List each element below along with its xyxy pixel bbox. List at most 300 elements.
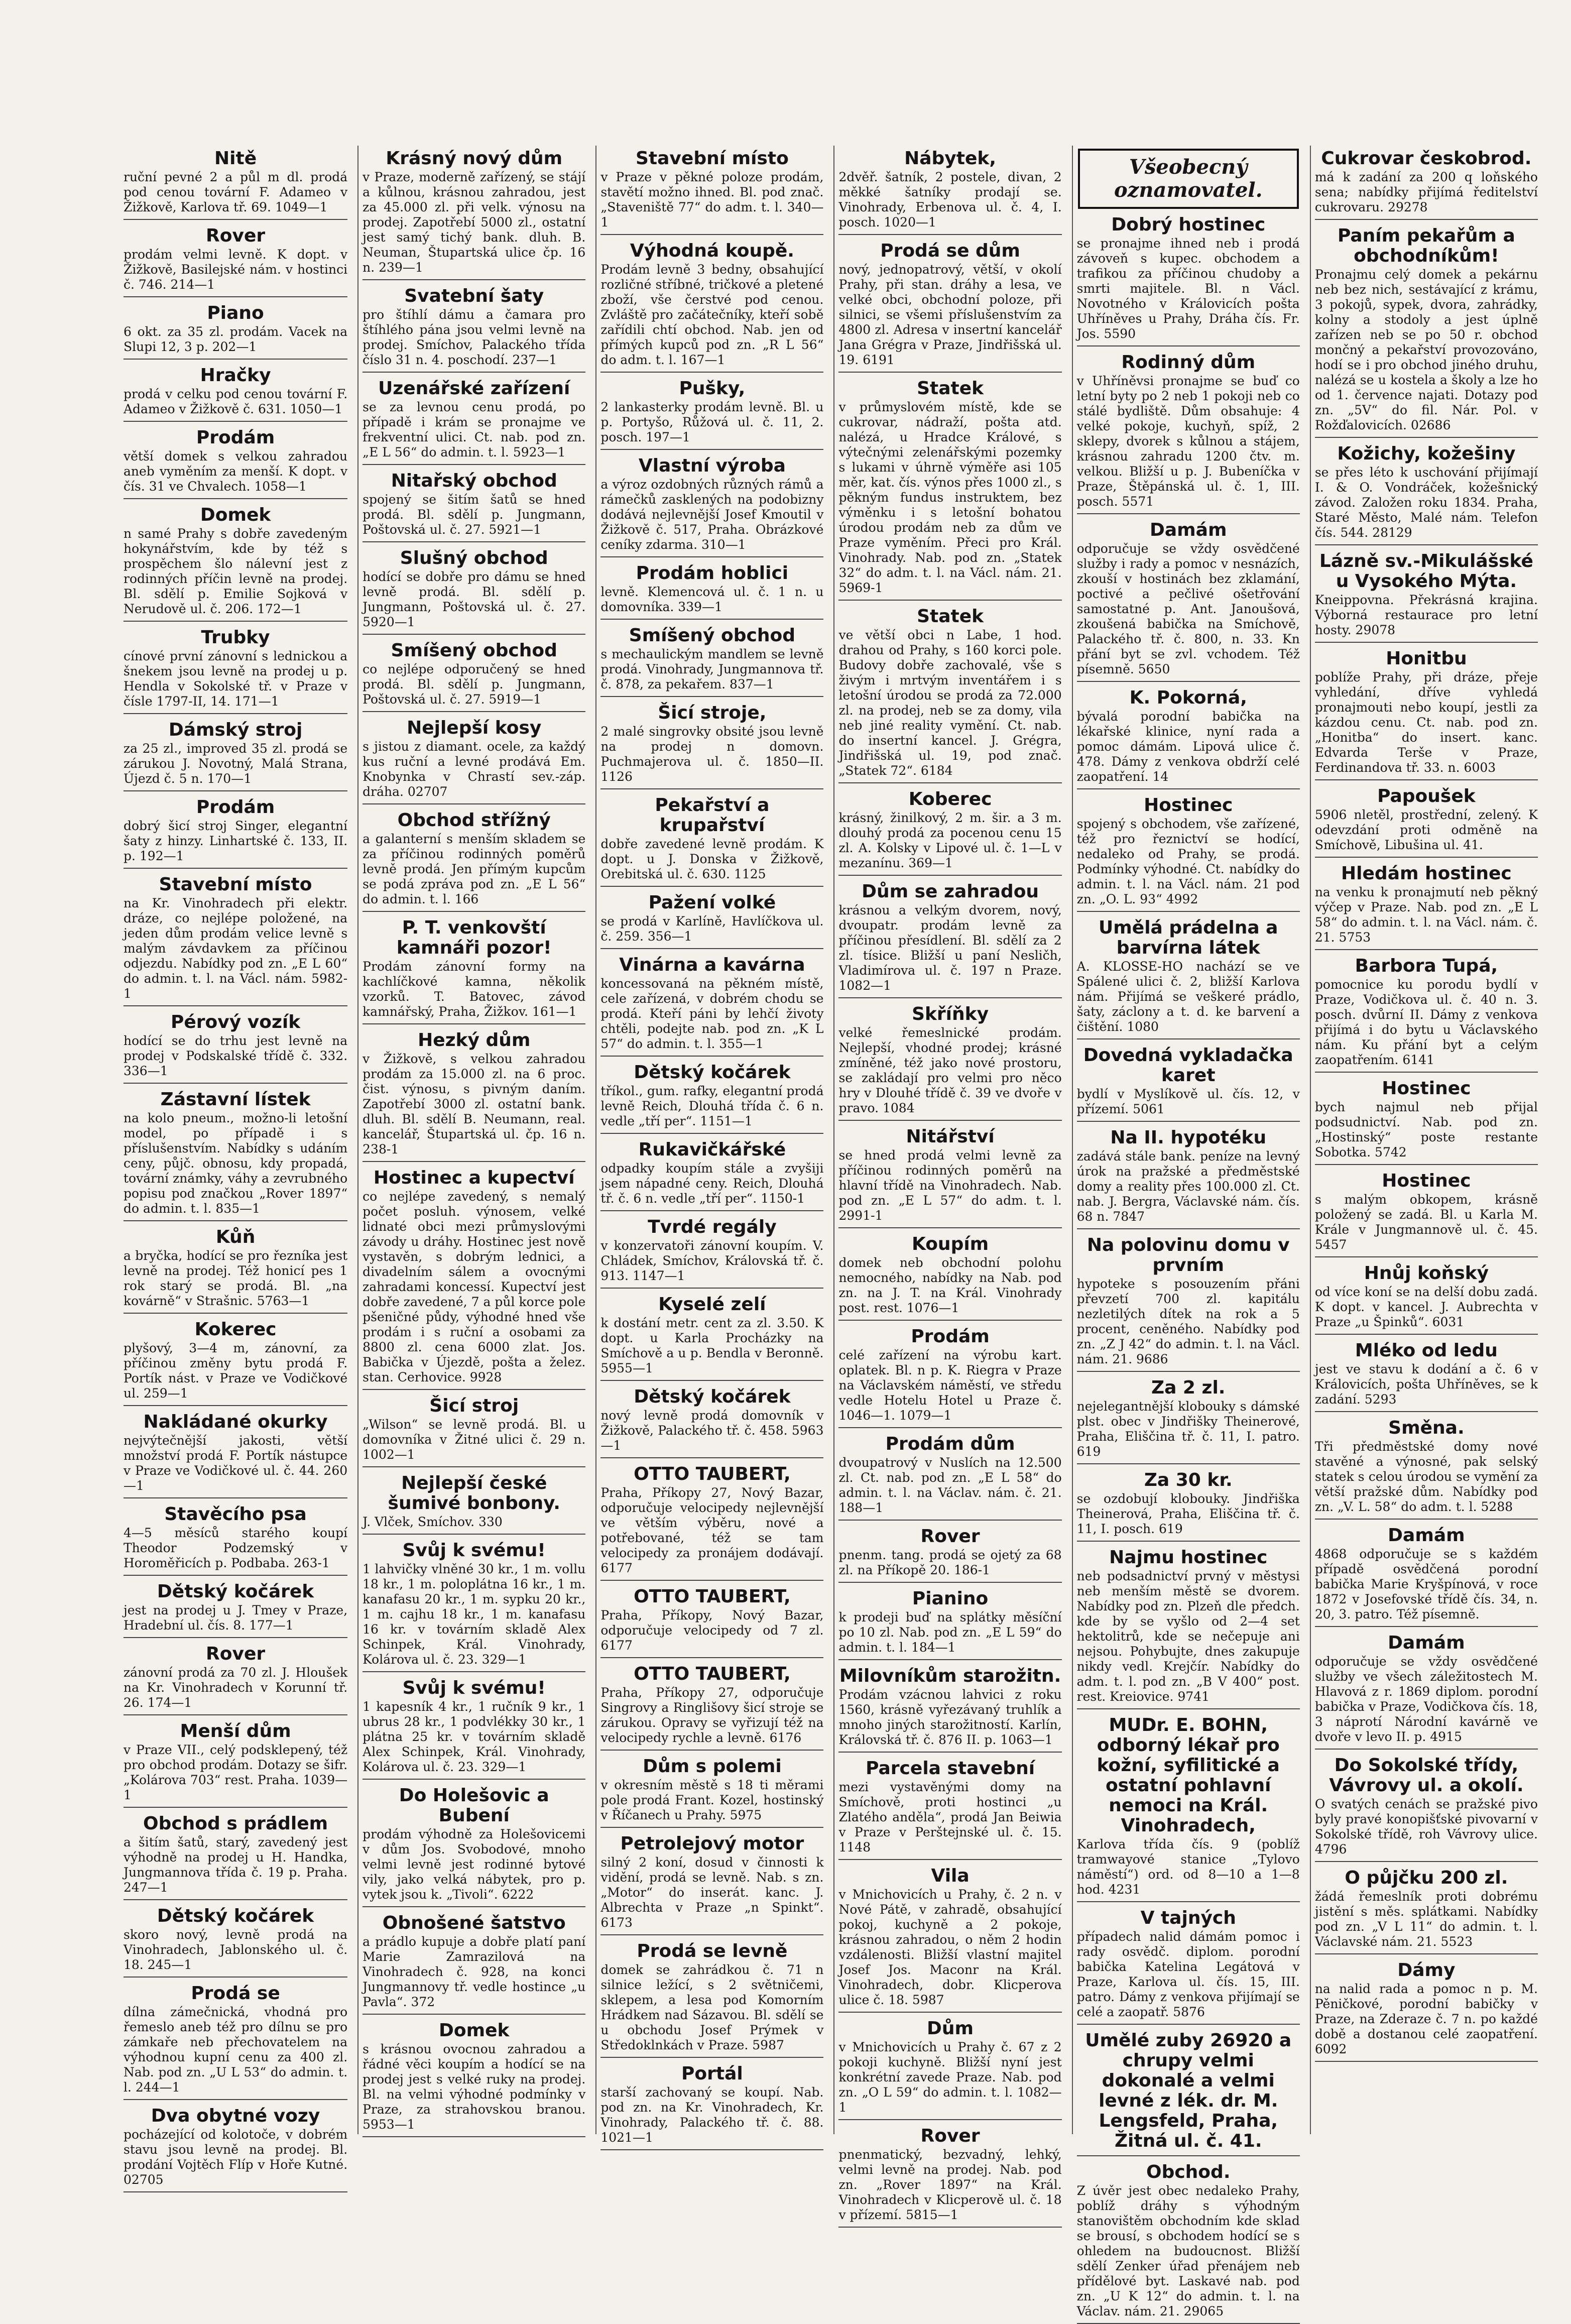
ad-divider (1077, 2024, 1300, 2025)
ad-heading: Hezký dům (418, 1030, 531, 1051)
ad-divider (1077, 1708, 1300, 1709)
classified-ad (124, 505, 347, 622)
ad-text: jest na prodej u J. Tmey v Praze, Hradební ul. čís. 8. 177—1 (124, 1603, 348, 1633)
ad-divider (362, 711, 585, 712)
ad-heading: Stavební místo (159, 874, 312, 895)
ad-text: J. Vlček, Smíchov. 330 (362, 1515, 503, 1529)
ad-divider (838, 1659, 1061, 1660)
ad-divider (362, 803, 585, 804)
ad-heading: Damám (1149, 520, 1227, 540)
ad-heading: Krásný nový dům (386, 148, 563, 169)
ad-text: prodám velmi levně. K dopt. v Žižkově, Basilejské nám. v hostinci č. 746. 214—1 (124, 247, 348, 292)
ad-heading: Svatební šaty (404, 286, 544, 306)
ad-divider (1315, 857, 1538, 858)
ad-divider (124, 498, 347, 499)
ad-text: s malým obkopem, krásně položený se zadá. Bl. u Karla M. Krále v Jungmannově ul. č. 45. 5457 (1314, 1192, 1538, 1252)
ad-text: se ozdobují klobouky. Jindřiška Theinerová, Praha, Eliščina tř. č. 11, I. posch. 619 (1076, 1491, 1300, 1536)
ad-text: O svatých cenách se pražské pivo byly pravé konopišťské pivovarní v Sokolské třídě, roh Vávrovy ulice. 4796 (1314, 1797, 1538, 1856)
ad-divider (124, 1497, 347, 1498)
ad-text: na Kr. Vinohradech při elektr. dráze, co nejlépe položené, na jeden dům prodám velice levně s malým závdavkem za příčinou odjezdu. Nabídky pod zn. „E L 60“ do admin. t. l. na Václ. nám. 5982-1 (124, 896, 348, 1001)
ad-text: bývalá porodní babička na lékařské klinice, nyní rada a pomoc dámám. Lipová ulice č. 478. Dámy z venkova obdrží celé zaopatření. 14 (1076, 709, 1300, 784)
ad-heading: Dům s polemi (643, 1756, 782, 1777)
ad-heading: Honitbu (1386, 648, 1467, 669)
ad-text: mezi vystavěnými domy na Smíchově, proti hostinci „u Zlatého anděla“, prodá Jan Beiwia v Praze v Perštejnské ul. č. 15. 1148 (838, 1780, 1062, 1854)
ad-heading: Nitařský obchod (391, 471, 557, 491)
classified-ad (600, 1217, 823, 1289)
classified-ad (600, 703, 823, 789)
ad-heading: Svůj k svému! (402, 1540, 546, 1561)
ad-text: prodám výhodně za Holešovicemi v dům Jos. Svobodové, mnoho velmi levně jest rodinné bytové vily, jako velká nábytek, pro p. vytek jsou k. „Tivoli“. 6222 (362, 1827, 586, 1902)
classified-ad (362, 918, 585, 1024)
ad-heading: Do Holešovic a Bubení (399, 1785, 549, 1826)
ad-text: se za levnou cenu prodá, po případě i krám se pronajme ve frekventní ulici. Ct. nab. pod zn. „E L 56“ do admin. t. l. 5923—1 (362, 400, 586, 459)
ad-text: co nejlépe odporučený se hned prodá. Bl. sdělí p. Jungmann, Poštovská ul. č. 27. 5919—1 (362, 662, 586, 707)
ad-divider (838, 1520, 1061, 1521)
ad-heading: Zástavní lístek (160, 1089, 311, 1110)
classified-ad (1077, 215, 1300, 346)
ad-text: Praha, Příkopy 27, odporučuje Singrovy a Ringlišovy šicí stroje se zárukou. Opravy se vyřizují též na velocipedy rychle a levně. 6176 (600, 1685, 824, 1745)
ad-heading: Hostinec (1144, 795, 1233, 816)
classified-ad (838, 241, 1061, 373)
ad-text: pocházející od kolotoče, v dobrém stavu jsou levně na prodej. Bl. prodání Vojtěch Flíp v Hoře Kutné. 02705 (124, 2127, 348, 2187)
ad-divider (600, 2149, 823, 2150)
classified-ad (600, 955, 823, 1057)
classified-ad (1315, 1960, 1538, 2062)
ad-heading: Smíšený obchod (391, 640, 557, 661)
classified-ad (600, 626, 823, 697)
ad-text: se přes léto k uschování přijímají I. & O. Vondráček, kožešnický závod. Založen roku 1834. Praha, Staré Město, Malé nám. Telefon čís. 544. 28129 (1314, 465, 1538, 540)
ad-text: 2 lankasterky prodám levně. Bl. u p. Portyšo, Růžová ul. č. 11, 2. posch. 197—1 (600, 400, 824, 444)
classified-ad (362, 810, 585, 912)
ad-divider (362, 1466, 585, 1467)
ad-divider (1315, 1861, 1538, 1862)
ad-divider (600, 372, 823, 373)
ad-divider (124, 1313, 347, 1314)
ad-divider (838, 372, 1061, 373)
classified-ad (600, 1295, 823, 1381)
ad-divider (362, 1161, 585, 1162)
ad-text: hodící se do trhu jest levně na prodej v Podskalské třídě č. 332. 336—1 (124, 1033, 348, 1078)
classified-ad (1077, 795, 1300, 912)
ad-text: 4868 odporučuje se s každém případě osvědčená porodní babička Marie Kryšpínová, v roce 1872 v Josefovské třídě čís. 34, n. 20, 3. patro. Též písemně. (1314, 1547, 1538, 1621)
ad-heading: Dámy (1397, 1960, 1456, 1981)
ad-heading: Obchod. (1146, 2162, 1231, 2182)
ad-divider (600, 886, 823, 887)
ad-heading: V tajných (1140, 1908, 1236, 1928)
ad-text: k dostání metr. cent za zl. 3.50. K dopt. u Karla Procházky na Smíchově a u p. Bendla v Beronně. 5955—1 (600, 1316, 824, 1375)
classified-ad (124, 797, 347, 869)
ad-divider (1077, 788, 1300, 789)
classified-ad (362, 1168, 585, 1390)
classified-ad (600, 1140, 823, 1211)
classified-ad (600, 241, 823, 373)
classified-ad (124, 226, 347, 297)
classified-ad (124, 2106, 347, 2192)
ad-divider (838, 1320, 1061, 1321)
ad-text: skoro nový, levně prodá na Vinohradech, Jablonského ul. č. 18. 245—1 (124, 1927, 348, 1972)
ad-divider (362, 279, 585, 280)
ad-divider (1077, 1541, 1300, 1542)
ad-heading: Hostinec a kupectví (373, 1168, 575, 1188)
ad-heading: Mléko od ledu (1355, 1340, 1498, 1361)
classified-ad (838, 1004, 1061, 1121)
ad-text: poblíže Prahy, při dráze, přeje vyhledání, dříve vyhledá pronajmouti nebo koupí, jestli za kázdou cenu. Ct. nab. pod zn. „Honitba“ do insert. kanc. Edvarda Terše v Praze, Ferdinandova tř. 33. n. 6003 (1314, 670, 1538, 775)
ad-heading: Prodá se (191, 1983, 280, 2004)
ad-heading: Vinárna a kavárna (619, 955, 805, 975)
ad-divider (1077, 1371, 1300, 1372)
ad-text: tříkol., gum. rafky, elegantní prodá levně Reich, Dlouhá třída č. 6 n. vedle „tří per“. 1151—1 (600, 1084, 824, 1128)
ad-divider (362, 1779, 585, 1780)
classified-ad (124, 1227, 347, 1314)
ad-text: zánovní prodá za 70 zl. J. Hloušek na Kr. Vinohradech v Korunní tř. 26. 174—1 (124, 1665, 348, 1710)
ad-divider (1077, 911, 1300, 912)
ad-text: v Praze, moderně zařízený, se stájí a kůlnou, krásnou zahradou, jest za 45.000 zl. při velk. výnosu na prodej. Zapotřebí 5000 zl., ostatní jest samý tichý bank. dluh. B. Neuman, Štupartská ulice čp. 16 n. 239—1 (362, 170, 586, 275)
ad-text: dvoupatrový v Nuslích na 12.500 zl. Ct. nab. pod zn. „E L 58“ do admin. t. l. na Václav. nám. č. 21. 188—1 (838, 1455, 1062, 1515)
ad-divider (124, 713, 347, 714)
ad-text: 5906 nletěl, prostřední, zelený. K odevzdání proti odměně na Smíchově, Libušina ul. 41. (1314, 807, 1538, 852)
ad-text: starší zachovaný se koupí. Nab. pod zn. na Kr. Vinohradech, Kr. Vinohrady, Palackého tř. č. 88. 1021—1 (600, 2085, 824, 2145)
ad-text: pro štíhlí dámu a čamara pro štíhlého pána jsou velmi levně na prodej. Smíchov, Palackého třída číslo 31 n. 4. poschodí. 237—1 (362, 307, 586, 367)
ad-heading: Dům se zahradou (862, 881, 1039, 902)
ad-divider (600, 1133, 823, 1134)
ad-text: 1 kapesník 4 kr., 1 ručník 9 kr., 1 ubrus 28 kr., 1 podvlékky 30 kr., 1 plátna 25 kr. v továrním skladě Alex Schinpek, Král. Vinohrady, Kolárova ul. č. 23. 329—1 (362, 1699, 586, 1774)
ad-heading: Kožichy, kožešiny (1337, 443, 1516, 464)
ad-divider (838, 782, 1061, 783)
ad-divider (124, 1637, 347, 1638)
ad-divider (838, 600, 1061, 601)
ad-heading: Papoušek (1377, 786, 1476, 806)
classified-ad (1077, 1045, 1300, 1122)
ad-divider (1077, 513, 1300, 514)
ad-divider (124, 1083, 347, 1084)
classified-ad (600, 1464, 823, 1581)
ad-text: 1 lahvičky vlněné 30 kr., 1 m. vollu 18 kr., 1 m. poloplátna 16 kr., 1 m. kanafasu 20 kr., 1 m. sypku 20 kr., 1 m. cajhu 18 kr., 1 m. kanafasu 16 kr. v továrním skladě Alex Schinpek, Král. Vinohrady, Kolárova ul. č. 23. 329—1 (362, 1562, 586, 1667)
ad-divider (1315, 949, 1538, 950)
ad-divider (362, 464, 585, 465)
ad-heading: Obnošené šatstvo (382, 1913, 566, 1933)
classified-ad (1315, 1633, 1538, 1750)
ad-heading: Statek (917, 378, 984, 399)
ad-divider (124, 1977, 347, 1978)
ad-divider (362, 1389, 585, 1390)
ad-text: v okresním městě s 18 ti měrami pole prodá Frant. Kozel, hostinský v Říčanech u Prahy. 5975 (600, 1778, 824, 1822)
ad-text: v Praze VII., celý podsklepený, též pro obchod prodám. Dotazy se šifr. „Kolárova 703“ rest. Praha. 1039—1 (124, 1742, 348, 1802)
ad-heading: Nábytek, (904, 148, 997, 169)
classified-ad (1077, 1548, 1300, 1709)
ad-text: nový levně prodá domovník v Žižkově, Palackého tř. č. 458. 5963—1 (600, 1408, 824, 1453)
ad-divider (600, 1827, 823, 1828)
ad-heading: K. Pokorná, (1129, 687, 1247, 708)
ad-text: 6 okt. za 35 zl. prodám. Vacek na Slupi 12, 3 p. 202—1 (124, 324, 348, 354)
ad-heading: Skříňky (912, 1004, 989, 1024)
ad-heading: Za 30 kr. (1144, 1470, 1233, 1490)
ad-heading: Uzenářské zařízení (378, 378, 570, 399)
classified-ad (838, 379, 1061, 601)
ad-text: v Praze v pěkné poloze prodám, stavětí možno ihned. Bl. pod znač. „Staveniště 77“ do adm. t. l. 340—1 (600, 170, 824, 229)
ad-text: žádá řemeslník proti dobrému jistění s měs. splátkami. Nabídky pod zn. „V L 11“ do admin. t. l. Václavské nám. 21. 5523 (1314, 1889, 1538, 1949)
classified-ad (600, 795, 823, 887)
ad-text: nejelegantnější klobouky s dámské plst. obec v Jindřišky Theinerové, Praha, Eliščina tř. č. 11, I. patro. 619 (1076, 1399, 1300, 1459)
classified-ad (1315, 956, 1538, 1073)
ad-text: bydlí v Myslíkově ul. čís. 12, v přízemí. 5061 (1076, 1087, 1300, 1116)
ad-heading: Nitě (214, 148, 257, 169)
classified-ad (600, 1834, 823, 1935)
classified-ad (1315, 1079, 1538, 1165)
ad-heading: Najmu hostinec (1109, 1547, 1268, 1568)
ad-divider (838, 1859, 1061, 1860)
ad-heading: Rover (206, 1644, 266, 1664)
ad-text: s krásnou ovocnou zahradou a řádné věci koupím a hodící se na prodej jest s velké ruky na prodej. Bl. na velmi výhodné podmínky v Praze, za strahovskou branou. 5953—1 (362, 2042, 586, 2132)
classified-ad (1077, 1378, 1300, 1464)
ad-divider (362, 372, 585, 373)
ad-text: 2dvěř. šatník, 2 postele, divan, 2 měkké šatníky prodají se. Vinohrady, Erbenova ul. č. 4, I. posch. 1020—1 (838, 170, 1062, 229)
classified-ad (1077, 688, 1300, 789)
classified-ad (838, 1666, 1061, 1753)
ad-divider (838, 2227, 1061, 2228)
classified-ad (838, 1759, 1061, 1860)
ad-text: Tři předměstské domy nové stavěné a výnosné, pak selský statek s celou úrodou se vymění za větší pražské dům. Nabídky pod zn. „V. L. 58“ do adm. t. l. 5288 (1314, 1439, 1538, 1514)
ad-heading: Domek (439, 2020, 510, 2041)
ad-divider (600, 234, 823, 235)
ad-text: pomocnice ku porodu bydlí v Praze, Vodičkova ul. č. 40 n. 3. posch. dvůrní II. Dámy z venkova přijímá i do bytu u Václavského nám. Ku přání byt a celým zaopatřením. 6141 (1314, 977, 1538, 1067)
ad-divider (838, 997, 1061, 998)
ad-text: dílna zámečnická, vhodná pro řemeslo aneb též pro dílnu se pro zámkaře neb přechovatelem na výhodnou kupní cenu za 400 zl. Nab. pod zn. „U L 53“ do admin. t. l. 244—1 (124, 2005, 348, 2095)
ad-divider (600, 1056, 823, 1057)
ad-divider (1315, 779, 1538, 780)
ad-divider (600, 1210, 823, 1211)
ad-text: se pronajme ihned neb i prodá závoveň s kupec. obchodem a trafikou za příčinou chudoby a smrti majitele. Bl. n Václ. Novotného v Královicích pošta Uhříněves u Prahy, Dráha čís. Fr. Jos. 5590 (1076, 236, 1300, 341)
ad-divider (1315, 1749, 1538, 1750)
ad-divider (1315, 1334, 1538, 1335)
ad-divider (838, 875, 1061, 876)
ad-divider (600, 1750, 823, 1751)
ad-text: levně. Klemencová ul. č. 1 n. u domovníka. 339—1 (600, 585, 824, 614)
classified-ad (1315, 149, 1538, 220)
ad-divider (1077, 1463, 1300, 1464)
ad-divider (124, 2191, 347, 2192)
classified-ad (838, 1434, 1061, 1521)
section-title-line1: Všeobecný (1129, 155, 1248, 179)
ad-heading: Milovníkům starožitn. (839, 1666, 1061, 1686)
classified-ad (362, 1913, 585, 2015)
ad-divider (362, 541, 585, 542)
ad-text: odporučuje se vždy osvědčené služby ve všech záležitostech M. Hlavová z r. 1869 diplom. porodní babička v Praze, Vodičkova čís. 18, 3 náprotí Národní kavárně ve dvoře v levo II. p. 4915 (1314, 1654, 1538, 1744)
ad-text: krásný, žinilkový, 2 m. šir. a 3 m. dlouhý prodá za pocenou cenu 15 zl. A. Kolsky v Lipové ul. č. 1—L v mezanínu. 369—1 (838, 810, 1062, 870)
column-4 (833, 146, 1064, 2222)
ad-divider (600, 1934, 823, 1935)
classified-ad (124, 1644, 347, 1715)
ad-divider (1077, 681, 1300, 682)
ad-text: A. KLOSSE-HO nachází se ve Spálené ulici č. 2, bližší Karlova nám. Přijímá se veškeré prádlo, šaty, záclony a t. d. ke barvení a čištění. 1080 (1076, 959, 1300, 1034)
ad-divider (1077, 2155, 1300, 2156)
ad-text: za 25 zl., improved 35 zl. prodá se zárukou J. Novotný, Malá Strana, Újezd č. 5 n. 170—1 (124, 741, 348, 786)
ad-heading: Dobrý hostinec (1111, 214, 1266, 235)
ad-heading: Barbora Tupá, (1355, 956, 1498, 976)
classified-ad (124, 366, 347, 422)
classified-ad (1315, 226, 1538, 438)
classified-ad (1315, 786, 1538, 858)
ad-heading: Nejlepší kosy (407, 718, 542, 738)
ad-divider (124, 790, 347, 791)
classified-columns (119, 146, 1541, 2318)
classified-ad (124, 1582, 347, 1638)
classified-ad (124, 1412, 347, 1498)
ad-text: dobře zavedené levně prodám. K dopt. u J. Donska v Žižkově, Orebitská ul. č. 630. 1125 (600, 837, 824, 881)
ad-text: celé zařízení na výrobu kart. oplatek. Bl. n p. K. Riegra v Praze na Václavském náměstí, ve středu vedle Hotelu Hotel u Praze č. 1046—1. 1079—1 (838, 1348, 1062, 1423)
ad-text: a šitím šatů, starý, zavedený jest výhodně na prodej u H. Handka, Jungmannova třída č. 19 p. Praha. 247—1 (124, 1835, 348, 1895)
ad-heading: Prodá se dům (880, 241, 1020, 261)
ad-heading: MUDr. E. BOHN, odborný lékař pro kožní, syfilitické a ostatní pohlavní nemoci na Král. Vinohradech, (1097, 1715, 1280, 1836)
ad-divider (600, 2057, 823, 2058)
ad-text: s mechaulickým mandlem se levně prodá. Vinohrady, Jungmannova tř. č. 878, za pekařem. 837—1 (600, 647, 824, 691)
ad-heading: Dva obytné vozy (151, 2106, 320, 2126)
ad-text: prodá v celku pod cenou tovární F. Adameo v Žižkově č. 631. 1050—1 (124, 387, 348, 416)
ad-heading: Hnůj koňský (1364, 1263, 1489, 1284)
ad-text: 2 malé singrovky obsité jsou levně na prodej n domovn. Puchmajerova ul. č. 1850—II. 1126 (600, 724, 824, 784)
ad-heading: Tvrdé regály (648, 1217, 777, 1237)
ad-heading: Stavební místo (636, 148, 789, 169)
ad-text: v Mnichovicích u Prahy, č. 2 n. v Nové Pátě, v zahradě, obsahující pokoj, kuchyně a 2 pokoje, krásnou zahradou, o něm 2 hodin vzdálenosti. Bližší vlastní majitel Josef Jos. Maconr na Král. Vinohradech, dobr. Klicperova ulice č. 18. 5987 (838, 1887, 1062, 2007)
ad-text: domek neb obchodní polohu nemocného, nabídky na Nab. pod zn. na J. T. na Král. Vinohrady post. rest. 1076—1 (838, 1255, 1062, 1315)
ad-text: a bryčka, hodící se pro řezníka jest levně na prodej. Též honicí pes 1 rok starý se prodá. Bl. „na kovárně“ v Strašnic. 5763—1 (124, 1248, 348, 1308)
ad-heading: OTTO TAUBERT, (634, 1464, 791, 1484)
ad-heading: Kyselé zelí (658, 1294, 766, 1315)
ad-text: v Uhříněvsi pronajme se buď co letní byty po 2 neb 1 pokoji neb co stálé bydliště. Dům obsahuje: 4 velké pokoje, kuchyň, spíž, 2 sklepy, dvorek s kůlnou a stájem, krásnou zahradu 1200 čtv. m. velkou. Bližší u p. J. Bubeníčka v Praze, Štěpánská ul. č. 1, III. posch. 5571 (1076, 374, 1300, 509)
ad-divider (362, 1671, 585, 1672)
classified-ad (838, 1527, 1061, 1583)
ad-text: Z úvěr jest obec nedaleko Prahy, poblíž dráhy s výhodným stanovištěm obchodním kde sklad se brousí, s obchodem hodící se s ohledem na budoucnost. Bližší sdělí Zenker úřad přenájem neb přídělové byt. Laskavé nab. pod zn. „U K 12“ do admin. t. l. na Václav. nám. 21. 29065 (1076, 2183, 1300, 2318)
classified-ad (1315, 1171, 1538, 1257)
ad-divider (124, 1807, 347, 1808)
ad-heading: Nakládané okurky (143, 1412, 328, 1432)
ad-divider (124, 2099, 347, 2100)
ad-text: domek se zahrádkou č. 71 n silnice ležící, s 2 světničemi, sklepem, a lesa pod Komorním Hrádkem nad Sázavou. Bl. sdělí se u obchodu Josef Prýmek v Středoklnkách v Praze. 5987 (600, 1962, 824, 2052)
classified-ad (124, 875, 347, 1006)
ad-heading: Prodá se levně (637, 1941, 788, 1961)
ad-heading: Pušky, (679, 378, 746, 399)
ad-divider (600, 948, 823, 949)
ad-divider (838, 1752, 1061, 1753)
classified-ad (1315, 1868, 1538, 1954)
ad-text: dobrý šicí stroj Singer, elegantní šaty z hinzy. Linhartské č. 133, II. p. 192—1 (124, 819, 348, 863)
classified-ad (600, 1941, 823, 2058)
ad-heading: Umělá prádelna a barvírna látek (1099, 917, 1278, 958)
ad-heading: Rukavičkářské (638, 1139, 786, 1160)
classified-ad (600, 1587, 823, 1658)
ad-text: n samé Prahy s dobře zavedeným hokynářstvím, kde by též s prospěchem šlo nálevní jest z rodinných příčin levně na prodej. Bl. sdělí p. Emilie Sojková v Nerudově ul. č. 206. 172—1 (124, 526, 348, 616)
ad-text: pnenm. tang. prodá se ojetý za 68 zl. na Příkopě 20. 186-1 (838, 1548, 1062, 1577)
ad-heading: Koberec (908, 789, 992, 809)
ad-divider (362, 1534, 585, 1535)
ad-heading: Svůj k svému! (402, 1678, 546, 1698)
ad-text: odpadky koupím stále a zvyšiji jsem nápadné ceny. Reich, Dlouhá tř. č. 6 n. vedle „tří per“. 1150-1 (600, 1161, 824, 1206)
classified-ad (124, 1721, 347, 1808)
classified-ad (600, 1387, 823, 1458)
ad-heading: Pekařství a krupařství (655, 795, 770, 836)
classified-ad (600, 379, 823, 450)
ad-heading: Kůň (215, 1227, 256, 1247)
ad-heading: Nejlepší české šumivé bonbony. (388, 1473, 560, 1514)
ad-heading: Směna. (1388, 1418, 1465, 1438)
classified-ad (362, 379, 585, 465)
ad-text: plyšový, 3—4 m, zánovní, za příčinou změny bytu prodá F. Portík nást. v Praze ve Vodičkové ul. 259—1 (124, 1341, 348, 1401)
classified-ad (124, 628, 347, 714)
classified-ad (1315, 1341, 1538, 1412)
ad-heading: Cukrovar českobrod. (1321, 148, 1532, 169)
ad-heading: Do Sokolské třídy, Vávrovy ul. a okolí. (1329, 1755, 1524, 1796)
ad-text: na kolo pneum., možno-li letošní model, po případě i s příslušenstvím. Nabídky s udáním ceny, půjč. obnosu, kdy propadá, tovární známky, váhy a zevrubného popisu pod značkou „Rover 1897“ do admin. t. l. 835—1 (124, 1111, 348, 1216)
ad-heading: Dětský kočárek (157, 1906, 314, 1926)
ad-divider (124, 1005, 347, 1006)
ad-heading: Šicí stroje, (658, 703, 767, 723)
classified-ad (1077, 1128, 1300, 1229)
ad-text: Karlova třída čís. 9 (poblíž tramwayové stanice „Tylovo náměstí“) ord. od 8—10 a 1—8 hod. 4231 (1076, 1837, 1300, 1897)
ad-divider (1315, 219, 1538, 220)
ad-text: jest ve stavu k dodání a č. 6 v Královicích, pošta Uhříněves, se k zadání. 5293 (1314, 1362, 1538, 1407)
ad-text: cínové první zánovní s lednickou a šnekem jsou levně na prodej u p. Hendla v Sokolské tř. v Praze v čísle 1797-II, 14. 171—1 (124, 649, 348, 709)
classified-ad (124, 1984, 347, 2100)
ad-heading: Rover (206, 225, 266, 246)
ad-divider (1315, 1411, 1538, 1412)
classified-ad (600, 2064, 823, 2150)
classified-ad (124, 1012, 347, 1084)
ad-heading: Dětský kočárek (157, 1581, 314, 1602)
ad-divider (600, 1288, 823, 1289)
classified-ad (600, 1664, 823, 1751)
classified-ad (1315, 1263, 1538, 1335)
ad-text: Praha, Příkopy, Nový Bazar, odporučuje velocipedy od 7 zl. 6177 (600, 1608, 824, 1653)
classified-ad (362, 1541, 585, 1672)
ad-divider (1077, 1228, 1300, 1229)
ad-divider (124, 359, 347, 360)
ad-divider (124, 1405, 347, 1406)
classified-ad (362, 641, 585, 712)
ad-text: na nalid rada a pomoc n p. M. Pěničkové, porodní babičky v Praze, na Zderaze č. 7 n. po každé době a dostanou celé zaopatření. 6092 (1314, 1982, 1538, 2056)
classified-ad (600, 1063, 823, 1134)
ad-text: koncessovaná na pěkném místě, cele zařízená, v dobrém chodu se prodá. Kteří páni by lehčí životy chtěli, podejte nab. pod zn. „K L 57“ do admin. t. l. 355—1 (600, 976, 824, 1051)
ad-divider (124, 1714, 347, 1715)
ad-text: v průmyslovém místě, kde se cukrovar, nádraží, pošta atd. nalézá, u Hradce Králové, s výtečnými zelenářskými pozemky s lukami v úhrně výměře asi 105 měr, kat. čís. výnos přes 1000 zl., s pěkným fundus instruktem, bez výměnku i s letošní bohatou úrodou prodám neb za dům ve Praze vyměním. Přeci pro Král. Vinohrady. Nab. pod zn. „Statek 32“ do adm. t. l. na Václ. nám. 21. 5969-1 (838, 400, 1062, 595)
ad-divider (838, 1227, 1061, 1228)
ad-text: odporučuje se vždy osvědčené služby i rady a pomoc v nesnázích, zkouší v hostinách bez zklamání, poctivé a pečlivé ošetřování samostatné p. Ant. Janoušová, zkoušená babička na Smíchově, Palackého tř. č. 800, n. 33. Kn přání byt se zvl. vchodem. Též písemně. 5650 (1076, 541, 1300, 676)
classified-ad (362, 1030, 585, 1162)
ad-heading: Statek (917, 606, 984, 627)
ad-divider (124, 1220, 347, 1221)
ad-divider (838, 1120, 1061, 1121)
ad-heading: Prodám (196, 797, 275, 818)
classified-ad (362, 149, 585, 280)
ad-text: zadává stále bank. peníze na levný úrok na pražské a předměstské domy a reality přes 100.000 zl. Ct. nab. J. Bergra, Václavské nám. čís. 68 n. 7847 (1076, 1149, 1300, 1224)
ad-heading: Dámský stroj (168, 720, 303, 740)
ad-heading: Menší dům (180, 1721, 291, 1741)
ad-text: s jistou z diamant. ocele, za každý kus ruční a levné prodává Em. Knobynka v Chrastí sev.-záp. dráha. 02707 (362, 739, 586, 799)
ad-text: krásnou a velkým dvorem, nový, dvoupatr. prodám levně za příčinou přesídlení. Bl. sdělí za 2 zl. tísice. Bližší u paní Nesličh, Vladimírova ul. č. 197 n Praze. 1082—1 (838, 903, 1062, 993)
classified-ad (124, 1090, 347, 1221)
ad-heading: Hostinec (1382, 1078, 1471, 1099)
ad-divider (1077, 1121, 1300, 1122)
ad-heading: Výhodná koupě. (630, 241, 794, 261)
classified-ad (362, 1678, 585, 1780)
classified-ad (1315, 1756, 1538, 1862)
classified-ad (124, 720, 347, 791)
ad-text: od více koní se na delší dobu zadá. K dopt. v kancel. J. Aubrechta v Praze „u Špinků“. 6031 (1314, 1285, 1538, 1329)
ad-heading: Paním pekařům a obchodníkům! (1337, 225, 1515, 266)
classified-ad (600, 893, 823, 949)
ad-heading: Petrolejový motor (620, 1833, 804, 1854)
ad-heading: Nitářství (906, 1126, 995, 1147)
ad-divider (600, 449, 823, 450)
classified-ad (838, 607, 1061, 783)
